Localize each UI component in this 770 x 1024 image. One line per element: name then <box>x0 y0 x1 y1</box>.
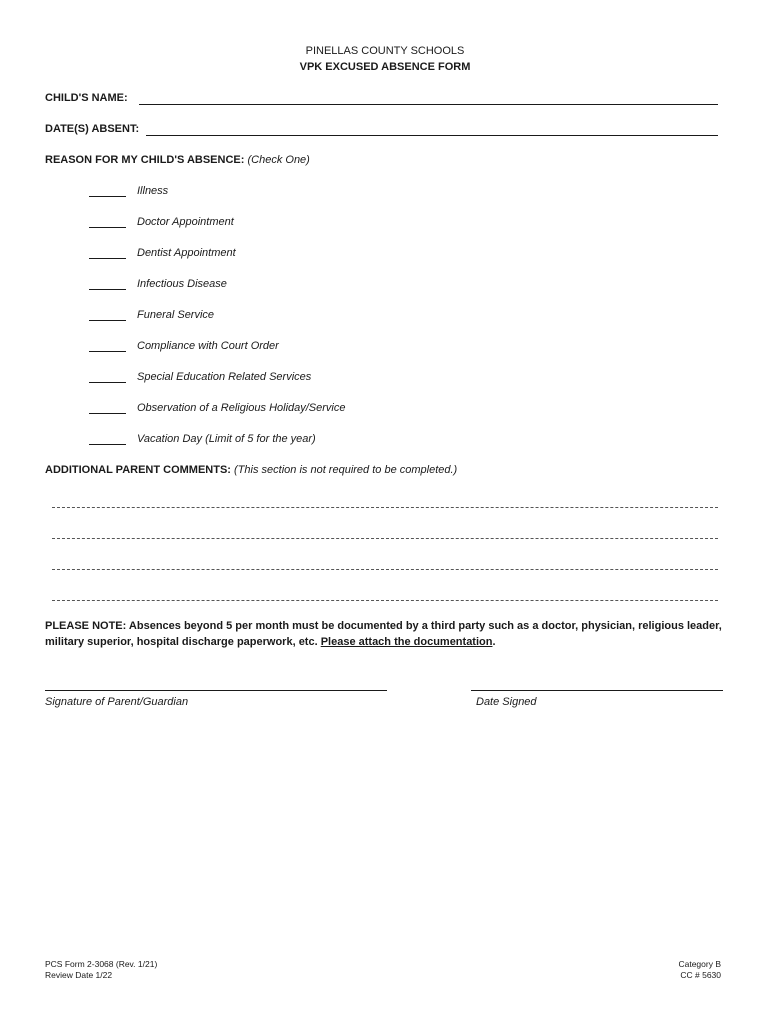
comment-line-3[interactable] <box>52 569 718 570</box>
child-name-label: CHILD'S NAME: <box>45 92 128 104</box>
comments-label: ADDITIONAL PARENT COMMENTS: <box>45 464 231 476</box>
reason-checkbox[interactable] <box>89 289 126 290</box>
reason-checkbox[interactable] <box>89 227 126 228</box>
comment-line-2[interactable] <box>52 538 718 539</box>
review-date: Review Date 1/22 <box>45 970 113 980</box>
org-name: PINELLAS COUNTY SCHOOLS <box>305 45 465 57</box>
reason-option-label: Compliance with Court Order <box>137 340 279 352</box>
reason-option-label: Funeral Service <box>137 309 215 321</box>
form-number: PCS Form 2-3068 (Rev. 1/21) <box>45 959 158 969</box>
dates-absent-field[interactable] <box>146 135 718 136</box>
note-attach-link: Please attach the documentation <box>320 636 493 648</box>
note-end: . <box>492 636 496 648</box>
footer-right <box>678 959 721 981</box>
note-text: PLEASE NOTE: Absences beyond 5 per month must be documented by a third party such as a doctor, physician, religious leader, military superior, hospital discharge paperwork, etc. <box>45 620 722 648</box>
reason-option-label: Doctor Appointment <box>137 216 234 228</box>
reason-option-label: Dentist Appointment <box>137 247 236 259</box>
reason-option-label: Vacation Day (Limit of 5 for the year) <box>137 433 316 445</box>
comments-instruction: (This section is not required to be completed.) <box>234 464 458 476</box>
reason-option-label: Illness <box>137 185 169 197</box>
reason-checkbox[interactable] <box>89 196 126 197</box>
parent-signature-label: Signature of Parent/Guardian <box>45 696 189 708</box>
child-name-field[interactable] <box>139 104 718 105</box>
comment-line-1[interactable] <box>52 507 718 508</box>
reason-instruction: (Check One) <box>247 154 310 166</box>
reason-checkbox[interactable] <box>89 444 126 445</box>
dates-absent-label: DATE(S) ABSENT: <box>45 123 140 135</box>
parent-signature-field[interactable] <box>45 690 387 691</box>
reason-option-label: Observation of a Religious Holiday/Service <box>137 402 346 414</box>
reason-checkbox[interactable] <box>89 258 126 259</box>
documentation-note <box>45 618 730 650</box>
reason-checkbox[interactable] <box>89 320 126 321</box>
reason-option-label: Infectious Disease <box>137 278 227 290</box>
reason-label: REASON FOR MY CHILD'S ABSENCE: <box>45 154 245 166</box>
footer-left <box>45 959 157 981</box>
category: Category B <box>678 959 721 969</box>
comment-line-4[interactable] <box>52 600 718 601</box>
comments-heading <box>45 464 457 476</box>
cc-number: CC # 5630 <box>680 970 721 980</box>
form-title: VPK EXCUSED ABSENCE FORM <box>299 61 471 73</box>
reason-heading <box>45 154 310 166</box>
reason-option-label: Special Education Related Services <box>137 371 312 383</box>
reason-checkbox[interactable] <box>89 413 126 414</box>
reason-checkbox[interactable] <box>89 351 126 352</box>
date-signed-label: Date Signed <box>476 696 537 708</box>
date-signed-field[interactable] <box>471 690 723 691</box>
reason-checkbox[interactable] <box>89 382 126 383</box>
